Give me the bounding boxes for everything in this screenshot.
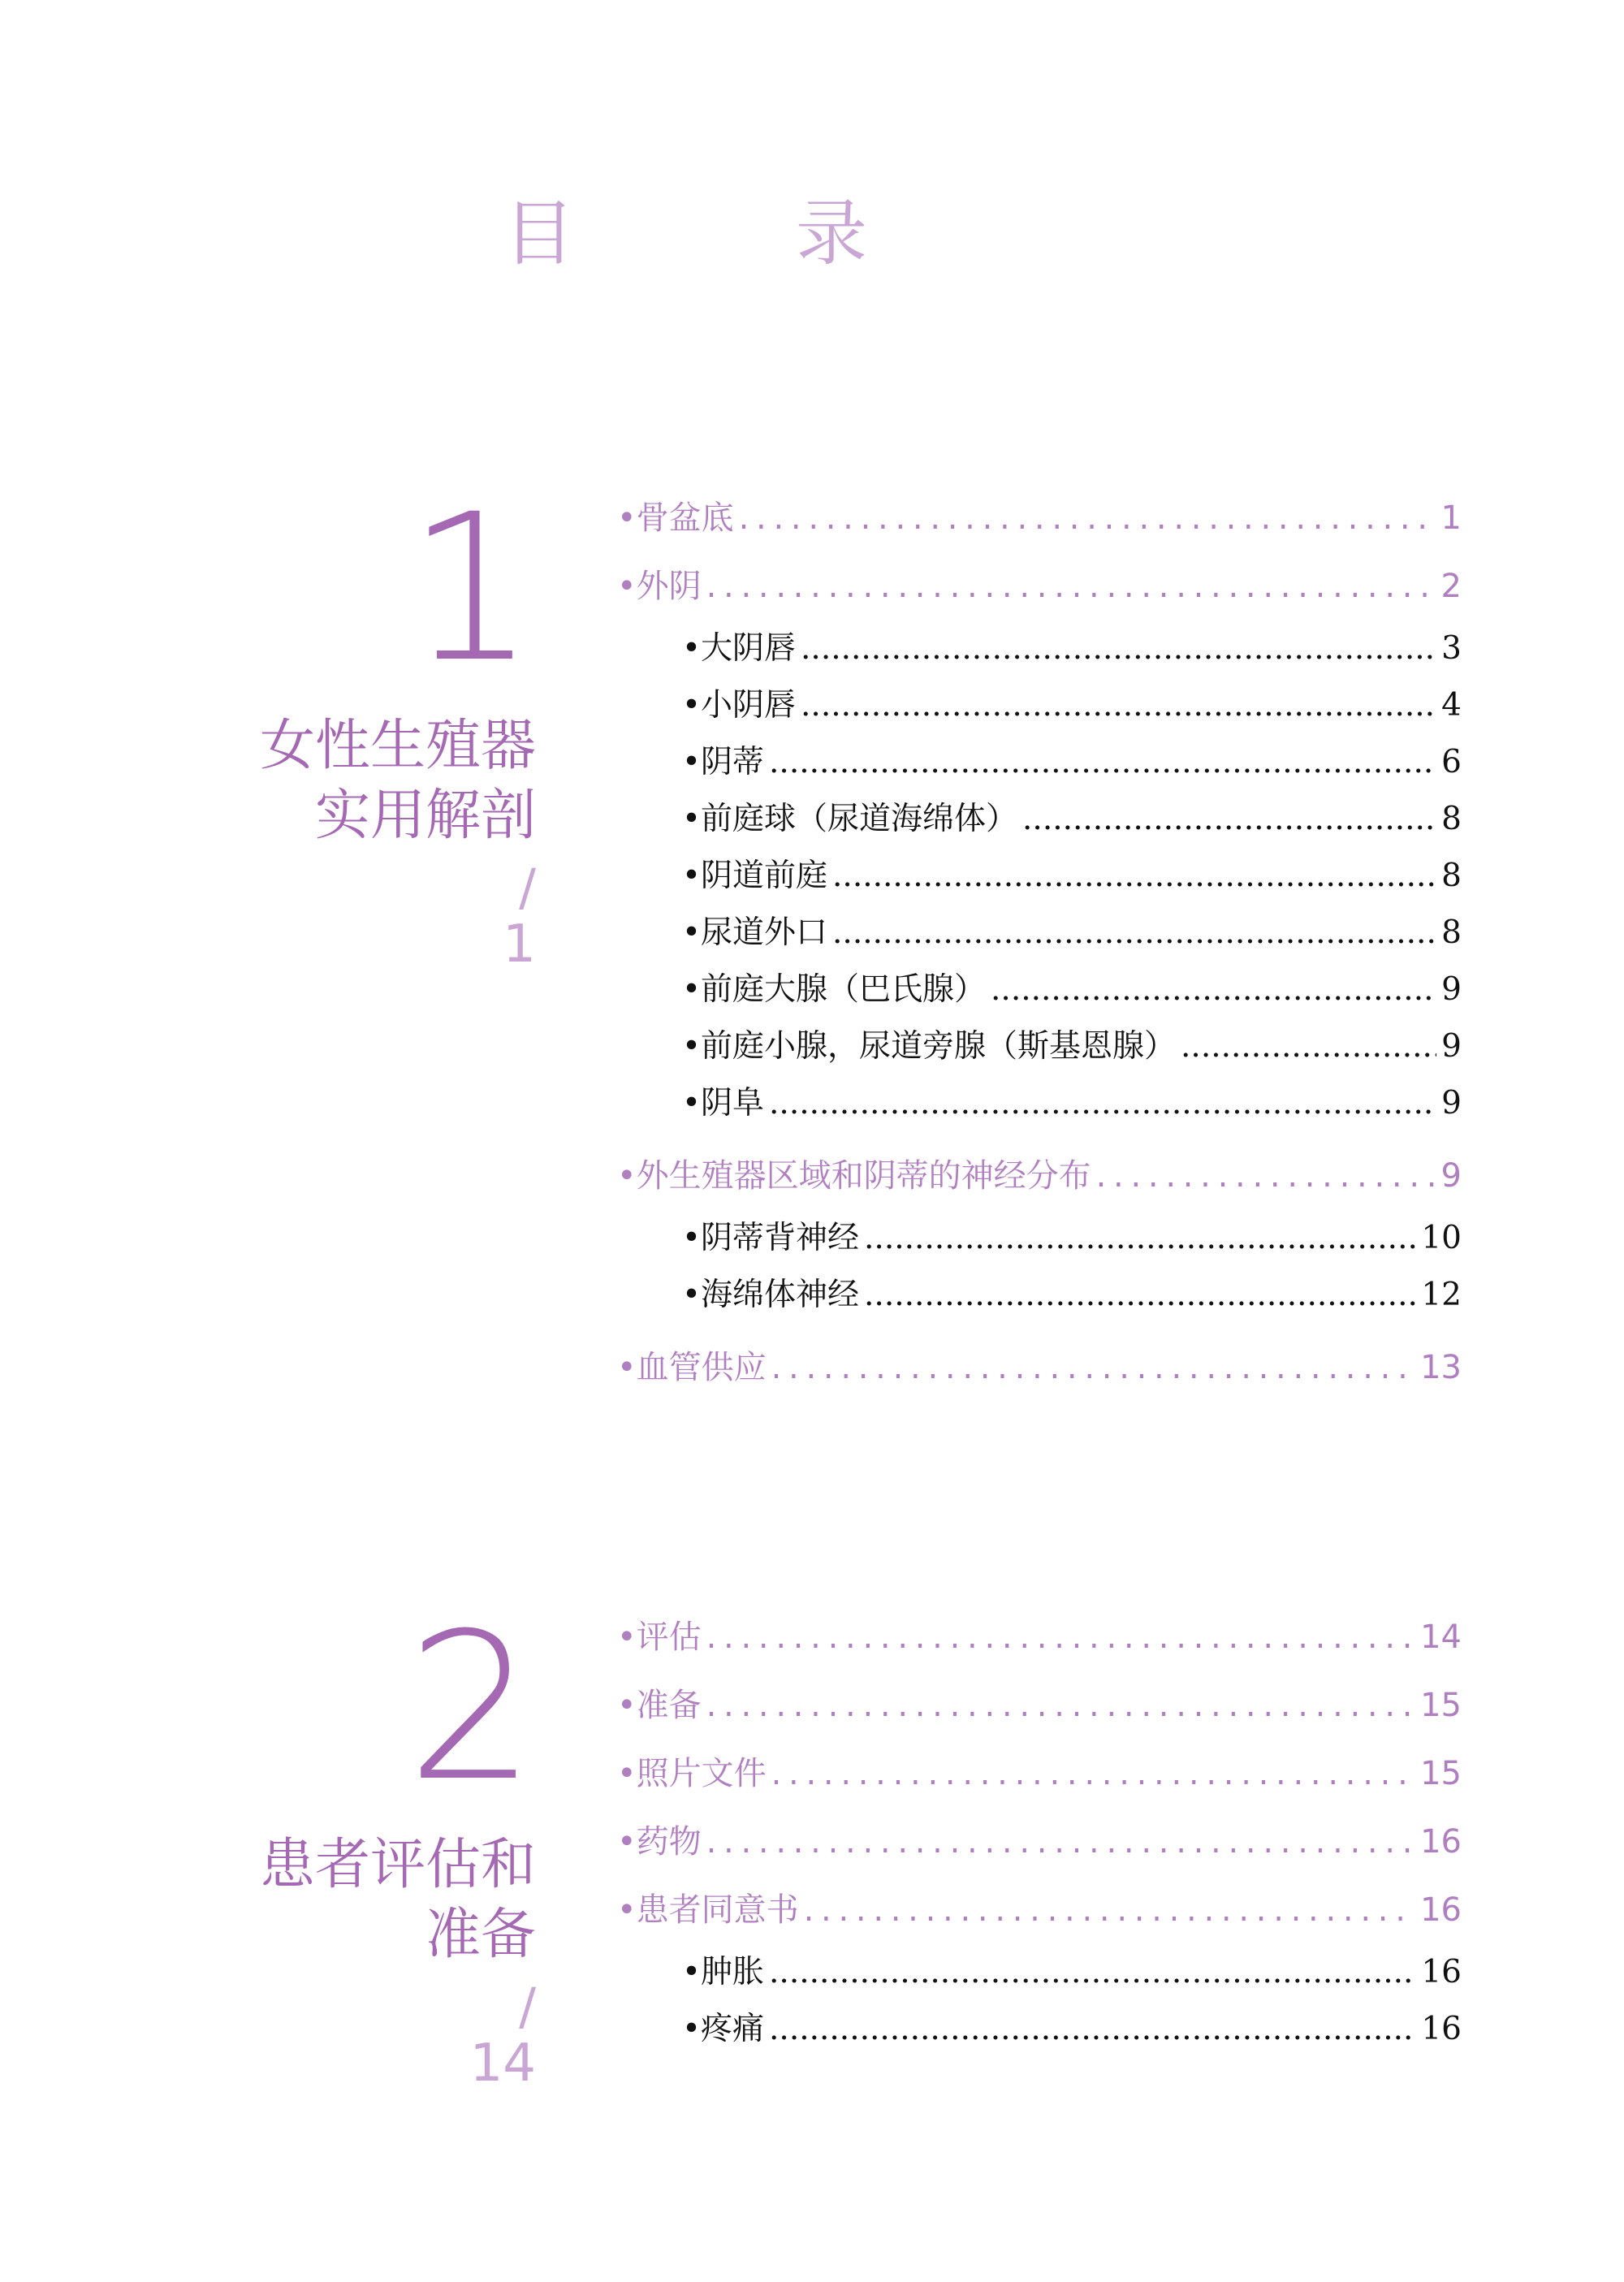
toc-page-number: 9 xyxy=(1441,971,1462,1008)
chapter-start-page: 1 xyxy=(503,914,536,975)
toc-page-number: 6 xyxy=(1441,744,1462,780)
dot-leader xyxy=(706,1671,1416,1740)
toc-subentry[interactable] xyxy=(617,1210,1462,1267)
bullet-icon: • xyxy=(682,1954,702,1990)
toc-page-number: 2 xyxy=(1440,568,1462,605)
bullet-icon: • xyxy=(682,687,702,724)
toc-page-number: 9 xyxy=(1441,1085,1462,1122)
toc-label: 患者同意书 xyxy=(636,1891,799,1929)
toc-label: 海绵体神经 xyxy=(701,1277,860,1313)
dot-leader xyxy=(804,1876,1416,1944)
toc-label: 阴蒂 xyxy=(701,744,765,780)
toc-spacer xyxy=(617,2058,1462,2068)
toc-page-number: 9 xyxy=(1440,1157,1462,1195)
chapter-2-toc xyxy=(617,1603,1462,2068)
bullet-icon: • xyxy=(617,1157,637,1195)
toc-label: 前庭小腺，尿道旁腺（斯基恩腺） xyxy=(701,1028,1177,1065)
page-title: 目 录 xyxy=(503,192,942,275)
toc-label: 照片文件 xyxy=(636,1755,767,1792)
chapter-start-page: 14 xyxy=(469,2033,536,2094)
toc-subentry[interactable] xyxy=(617,734,1462,791)
toc-entry[interactable] xyxy=(617,1333,1462,1402)
toc-label: 肿胀 xyxy=(701,1954,765,1990)
bullet-icon: • xyxy=(682,801,702,837)
toc-label: 尿道外口 xyxy=(701,914,828,951)
toc-label: 小阴唇 xyxy=(701,687,797,724)
toc-page-number: 10 xyxy=(1421,1220,1462,1256)
chapter-title-line1: 女性生殖器 xyxy=(259,714,536,778)
toc-entry[interactable] xyxy=(617,1740,1462,1808)
dot-leader xyxy=(769,734,1436,791)
bullet-icon: • xyxy=(617,1349,637,1386)
toc-label: 外生殖器区域和阴蒂的神经分布 xyxy=(636,1157,1091,1195)
bullet-icon: • xyxy=(617,1891,637,1929)
dot-leader xyxy=(864,1210,1416,1267)
chapter-1-heading xyxy=(259,470,536,975)
bullet-icon: • xyxy=(617,1687,637,1724)
toc-label: 骨盆底 xyxy=(636,499,734,537)
chapter-title-line2: 实用解剖 xyxy=(314,784,536,848)
toc-page-number: 13 xyxy=(1420,1349,1462,1386)
toc-label: 药物 xyxy=(636,1823,702,1861)
chapter-slash: / xyxy=(519,858,536,917)
toc-label: 前庭大腺（巴氏腺） xyxy=(701,971,987,1008)
dot-leader xyxy=(706,552,1436,620)
toc-subentry[interactable] xyxy=(617,1944,1462,2001)
dot-leader xyxy=(832,848,1436,905)
dot-leader xyxy=(739,484,1436,552)
toc-page-number: 1 xyxy=(1440,499,1462,537)
dot-leader xyxy=(706,1603,1416,1671)
dot-leader xyxy=(771,1740,1416,1808)
toc-page-number: 12 xyxy=(1421,1277,1462,1313)
toc-page-number: 16 xyxy=(1421,1954,1462,1990)
dot-leader xyxy=(1022,791,1436,848)
toc-label: 外阴 xyxy=(636,568,702,605)
toc-subentry[interactable] xyxy=(617,1018,1462,1075)
toc-page-number: 4 xyxy=(1441,687,1462,724)
toc-label: 大阴唇 xyxy=(701,630,797,667)
bullet-icon: • xyxy=(682,1277,702,1313)
toc-page-number: 8 xyxy=(1441,858,1462,894)
chapter-number: 1 xyxy=(406,470,536,707)
bullet-icon: • xyxy=(682,2011,702,2047)
dot-leader xyxy=(801,677,1436,734)
toc-page-number: 8 xyxy=(1441,914,1462,951)
bullet-icon: • xyxy=(682,1028,702,1065)
dot-leader xyxy=(769,1075,1436,1132)
toc-label: 阴阜 xyxy=(701,1085,765,1122)
bullet-icon: • xyxy=(617,568,637,605)
dot-leader xyxy=(706,1808,1416,1876)
toc-subentry[interactable] xyxy=(617,848,1462,905)
toc-entry[interactable] xyxy=(617,1876,1462,1944)
chapter-title-line2: 准备 xyxy=(425,1903,536,1967)
toc-label: 阴蒂背神经 xyxy=(701,1220,860,1256)
bullet-icon: • xyxy=(617,1823,637,1861)
chapter-title-line1: 患者评估和 xyxy=(259,1833,536,1897)
toc-label: 疼痛 xyxy=(701,2011,765,2047)
dot-leader xyxy=(771,1333,1416,1402)
toc-subentry[interactable] xyxy=(617,1075,1462,1132)
dot-leader xyxy=(769,1944,1416,2001)
toc-subentry[interactable] xyxy=(617,2001,1462,2058)
bullet-icon: • xyxy=(682,1085,702,1122)
toc-spacer xyxy=(617,1324,1462,1333)
toc-page-number: 16 xyxy=(1421,2011,1462,2047)
dot-leader xyxy=(832,905,1436,962)
toc-entry[interactable] xyxy=(617,1808,1462,1876)
dot-leader xyxy=(1096,1142,1436,1210)
toc-entry[interactable] xyxy=(617,484,1462,552)
toc-entry[interactable] xyxy=(617,1671,1462,1740)
bullet-icon: • xyxy=(617,499,637,537)
bullet-icon: • xyxy=(682,858,702,894)
toc-page-number: 3 xyxy=(1441,630,1462,667)
toc-page-number: 14 xyxy=(1420,1619,1462,1656)
toc-label: 阴道前庭 xyxy=(701,858,828,894)
toc-page-number: 16 xyxy=(1420,1891,1462,1929)
toc-entry[interactable] xyxy=(617,1142,1462,1210)
bullet-icon: • xyxy=(682,744,702,780)
toc-page-number: 9 xyxy=(1441,1028,1462,1065)
dot-leader xyxy=(801,620,1436,677)
bullet-icon: • xyxy=(682,971,702,1008)
toc-page-number: 16 xyxy=(1420,1823,1462,1861)
toc-subentry[interactable] xyxy=(617,620,1462,677)
toc-label: 评估 xyxy=(636,1619,702,1656)
dot-leader xyxy=(769,2001,1416,2058)
toc-subentry[interactable] xyxy=(617,905,1462,962)
toc-subentry[interactable] xyxy=(617,962,1462,1018)
toc-page-number: 15 xyxy=(1420,1687,1462,1724)
chapter-slash: / xyxy=(519,1977,536,2036)
chapter-2-heading xyxy=(259,1589,536,2094)
chapter-number: 2 xyxy=(406,1589,536,1826)
dot-leader xyxy=(1181,1018,1436,1075)
toc-page-number: 8 xyxy=(1441,801,1462,837)
toc-label: 准备 xyxy=(636,1687,702,1724)
bullet-icon: • xyxy=(682,914,702,951)
toc-entry[interactable] xyxy=(617,1603,1462,1671)
bullet-icon: • xyxy=(617,1619,637,1656)
bullet-icon: • xyxy=(682,630,702,667)
bullet-icon: • xyxy=(682,1220,702,1256)
toc-entry[interactable] xyxy=(617,552,1462,620)
toc-spacer xyxy=(617,1132,1462,1142)
toc-label: 血管供应 xyxy=(636,1349,767,1386)
toc-label: 前庭球（尿道海绵体） xyxy=(701,801,1018,837)
dot-leader xyxy=(991,962,1436,1018)
chapter-1-toc xyxy=(617,484,1462,1402)
dot-leader xyxy=(864,1267,1416,1324)
toc-subentry[interactable] xyxy=(617,677,1462,734)
bullet-icon: • xyxy=(617,1755,637,1792)
toc-subentry[interactable] xyxy=(617,1267,1462,1324)
toc-subentry[interactable] xyxy=(617,791,1462,848)
toc-page-number: 15 xyxy=(1420,1755,1462,1792)
